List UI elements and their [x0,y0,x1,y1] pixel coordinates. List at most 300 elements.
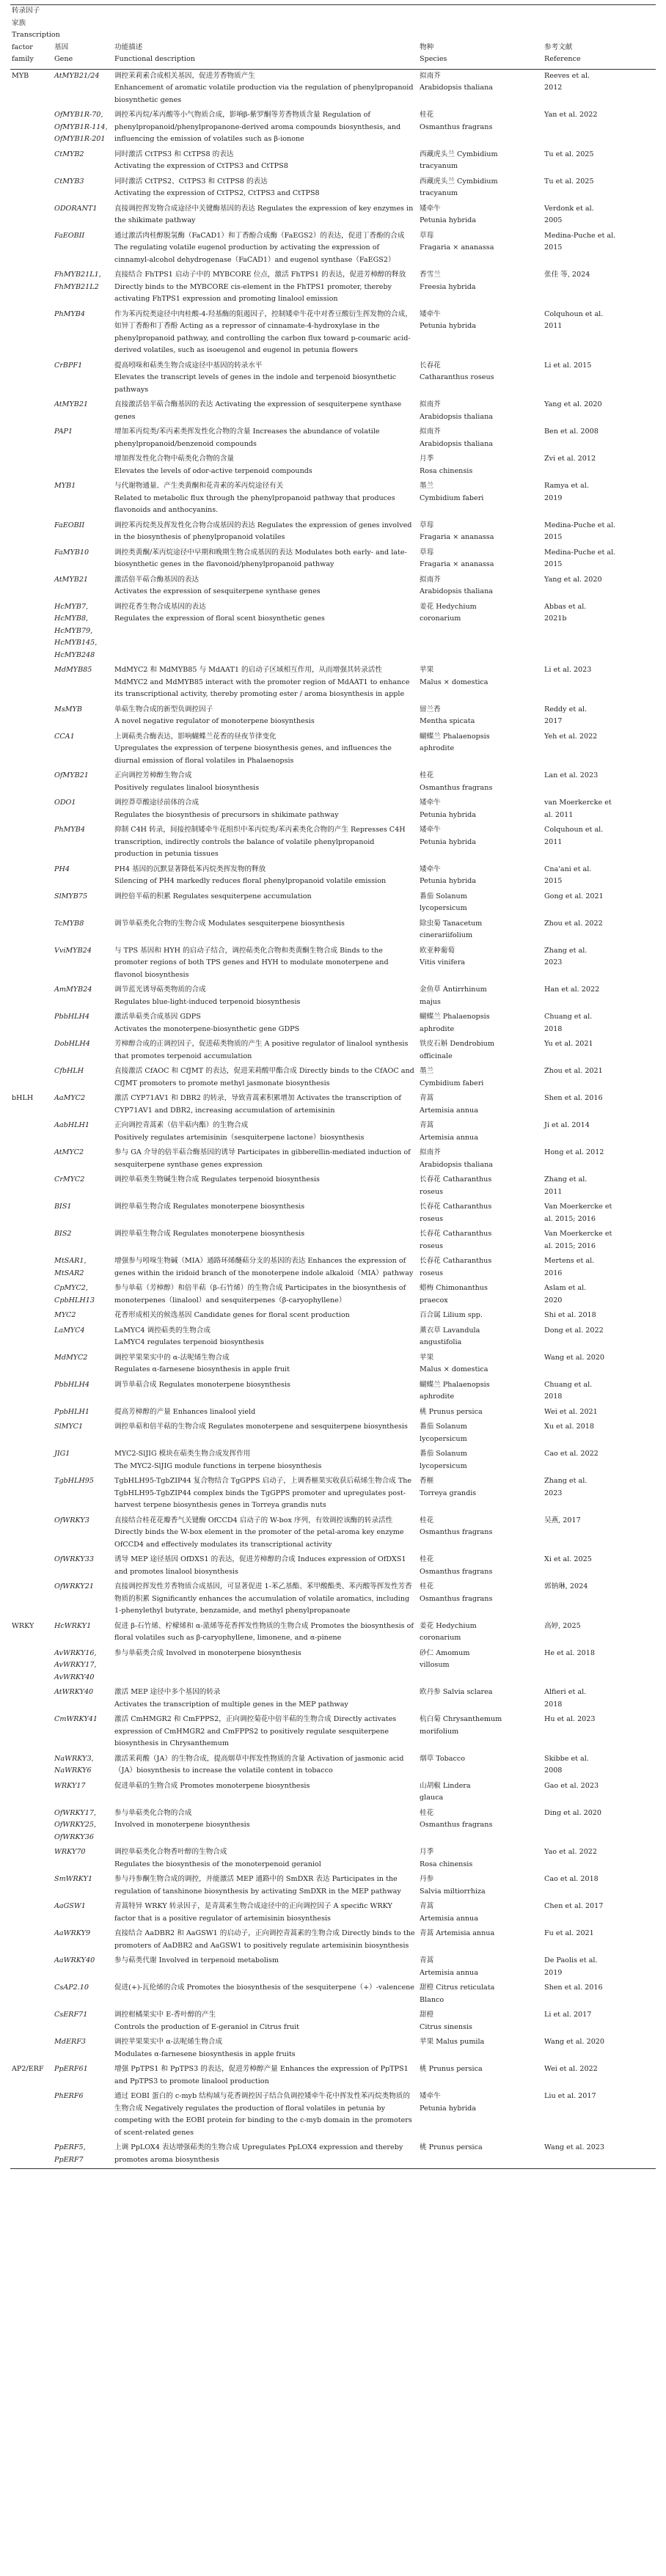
cell-function: 调控苯丙烷类及挥发性化合物合成基因的表达 Regulates the expression of genes involved in the biosynthesis of phenylpropanoid volatiles [114,521,412,541]
cell-gene: AaWRKY40 [54,1956,95,1964]
cell-family [10,1927,53,1954]
table-row [10,1807,656,1846]
cell-gene: AtWRKY40 [54,1688,94,1696]
table-row [10,1065,656,1092]
cell-function: 上调萜类合酶表达，影响蝴蝶兰花香的昼夜节律变化 Upregulates the expression of terpene biosynthesis genes, and influences the diurnal emission of floral volatiles in Phalaenopsis [114,732,392,765]
cell-reference: 郭钠琳, 2024 [544,1582,588,1590]
table-row [10,1282,656,1309]
table-row [10,1200,656,1228]
cell-function: 激活倍半萜合酶基因的表达 Activates the expression of sesquiterpene synthase genes [114,575,321,595]
table-row [10,308,656,359]
cell-reference: Ji et al. 2014 [544,1121,590,1129]
cell-species: 草莓 Fragaria × ananassa [420,548,494,568]
cell-gene: SlMYC1 [54,1423,84,1431]
cell-function: 激活 MEP 途径中多个基因的转录 Activates the transcription of multiple genes in the MEP pathway [114,1688,348,1709]
table-row [10,202,656,230]
cell-gene: MYB1 [54,482,76,490]
cell-gene: VviMYB24 [54,946,92,955]
table-row [10,425,656,452]
cell-gene: MdMYC2 [54,1353,88,1362]
cell-gene: AabHLH1 [54,1121,89,1129]
cell-species: 长春花 Catharanthus roseus [420,1230,492,1250]
table-row [10,1927,656,1954]
cell-reference: Medina-Puche et al. 2015 [544,231,616,252]
cell-species: 甜橙 Citrus reticulata Blanco [420,1984,495,2004]
table-row [10,1092,656,1119]
cell-function: 通过激活肉桂醇脱氢酶（FaCAD1）和丁香酚合成酶（FaEGS2）的表达，促进丁香酚的合成 The regulating volatile eugenol production by activating the expression of cinnamyl-alcohol dehydrogenase（FaCAD1）and eugenol synthase（FaEGS2） [114,231,405,264]
cell-species: 青蒿 Artemisia annua [420,1094,478,1115]
table-row [10,703,656,730]
cell-family [10,1686,53,1713]
cell-family [10,1255,53,1282]
table-row [10,268,656,308]
cell-species: 蝴蝶兰 Phalaenopsis aphrodite [420,1013,490,1033]
cell-reference: Zhang et al. 2023 [544,1477,588,1497]
table-row [10,890,656,917]
table-row [10,398,656,425]
cell-species: 月季 Rosa chinensis [420,455,473,475]
cell-gene: PpERF61 [54,2065,88,2073]
cell-species: 铁皮石斛 Dendrobium officinale [420,1040,494,1060]
cell-family: MYB [12,71,29,80]
table-row [10,1173,656,1200]
cell-gene: CrBPF1 [54,361,83,370]
cell-gene: ODORANT1 [54,204,98,213]
cell-family [10,1038,53,1065]
cell-species: 拟南芥 Arabidopsis thaliana [420,71,493,92]
cell-family [10,1713,53,1753]
table-row [10,796,656,823]
cell-gene: JIG1 [54,1450,70,1458]
cell-family [10,2090,53,2141]
cell-family [10,573,53,601]
cell-species: 草莓 Fragaria × ananassa [420,231,494,252]
cell-family [10,983,53,1010]
cell-species: 拟南芥 Arabidopsis thaliana [420,575,493,595]
cell-reference: Zhou et al. 2022 [544,919,603,928]
cell-family [10,1580,53,1620]
cell-species: 番茄 Solanum lycopersicum [420,1450,467,1470]
cell-species: 拟南芥 Arabidopsis thaliana [420,400,493,421]
table-row [10,1010,656,1038]
cell-function: 作为苯丙烷类途径中肉桂酸-4-羟基酶的阻遏因子，控制矮牵牛花中对香豆酸衍生挥发物的合成，如异丁香酚和丁香酚 Acting as a repressor of cinnamate-4-hydroxylase in the phenylpropanoid pathway, and controlling the carbon flux toward p-coumaric acid-derived volatiles, such as isoeugenol and eugenol in petunia flowers [114,309,412,354]
cell-reference: 吴燕, 2017 [544,1516,581,1524]
cell-gene: NaWRKY3, NaWRKY6 [54,1754,94,1775]
cell-function: 参与萜类代谢 Involved in terpenoid metabolism [114,1956,279,1964]
cell-reference: Colquhoun et al. 2011 [544,826,604,846]
cell-gene: PpERF5, PpERF7 [53,2141,113,2169]
table-row [10,2036,656,2063]
cell-gene: OfWRKY17, OfWRKY25, OfWRKY36 [54,1808,97,1841]
cell-gene: ODO1 [54,799,76,807]
cell-gene: CfbHLH [54,1067,84,1075]
cell-gene: AtMYC2 [54,1148,84,1156]
cell-reference: Cao et al. 2018 [544,1875,599,1883]
cell-family [10,2036,53,2063]
cell-gene: DobHLH4 [54,1040,90,1048]
cell-gene: MtSAR1, MtSAR2 [54,1257,87,1277]
cell-function: MdMYC2 和 MdMYB85 与 MdAAT1 的启动子区域相互作用，从而增强其转录活性 MdMYC2 and MdMYB85 interact with the promoter region of MdAAT1 to enhance its transcriptional activity, thereby promoting ester / aroma biosynthesis in apple [114,666,410,698]
cell-function: 促进单萜的生物合成 Promotes monoterpene biosynthesis [114,1781,310,1790]
cell-species: 蜡梅 Chimonanthus praecox [420,1284,488,1304]
cell-family [10,2141,53,2169]
table-row [10,230,656,269]
cell-reference: van Moerkercke et al. 2011 [544,799,612,819]
cell-reference: Hong et al. 2012 [544,1148,604,1156]
table-row [10,1647,656,1687]
cell-gene: OfMYB1R-70, OfMYB1R-114, OfMYB1R-201 [54,111,108,143]
table-row [10,1686,656,1713]
cell-family [10,1173,53,1200]
cell-function: 直接结合 FhTPS1 启动子中的 MYBCORE 位点，激活 FhTPS1 的表达，促进芳樟醇的释放 Directly binds to the MYBCORE cis-element in the FhTPS1 promoter, thereby activating FhTPS1 expression and promoting linalool emission [114,271,406,303]
cell-reference: He et al. 2018 [544,1648,595,1657]
cell-species: 青蒿 Artemisia annua [420,1121,478,1142]
cell-function: 调控花香生物合成基因的表达 Regulates the expression of floral scent biosynthetic genes [114,602,325,623]
cell-reference: Shen et al. 2016 [544,1984,603,1992]
cell-family [10,1065,53,1092]
cell-function: 调节蓝光诱导萜类物质的合成 Regulates blue-light-induced terpenoid biosynthesis [114,986,301,1006]
cell-family [10,1309,53,1324]
cell-reference: 张佳 等, 2024 [544,271,590,279]
cell-species: 长春花 Catharanthus roseus [420,361,494,381]
cell-function: 提高芳樟醇的产量 Enhances linalool yield [114,1407,256,1416]
table-row [10,1309,656,1324]
cell-function: 同时激活 CtTPS3 和 CtTPS8 的表达 Activating the expression of CtTPS3 and CtTPS8 [114,150,288,170]
table-row [10,1553,656,1580]
cell-reference: Reeves et al. 2012 [544,71,590,92]
cell-reference: Yan et al. 2022 [544,111,598,119]
cell-gene: AmMYB24 [54,986,92,994]
cell-function: 调控单萜生物合成 Regulates monoterpene biosynthesis [114,1230,305,1238]
cell-reference: Van Moerkercke et al. 2015; 2016 [544,1203,612,1223]
cell-gene: CmWRKY41 [54,1715,98,1723]
cell-species: 留兰香 Mentha spicata [420,705,475,725]
cell-gene: CCA1 [54,732,75,741]
header-reference: 参考文献 Reference [543,5,656,70]
cell-family [10,268,53,308]
cell-species: 杭白菊 Chrysanthemum morifolium [420,1715,502,1736]
cell-family [10,1406,53,1421]
table-row [10,1620,656,1647]
cell-family [10,1846,53,1873]
header-gene: 基因 Gene [53,5,113,70]
table-row [10,1846,656,1873]
cell-reference: Mertens et al. 2016 [544,1257,595,1277]
cell-function: 参与 GA 介导的倍半萜合酶基因的诱导 Participates in gibberellin-mediated induction of sesquiterpene synthase genes expression [114,1148,411,1169]
cell-function: 激活 CYP71AV1 和 DBR2 的转录，导致青蒿素积累增加 Activates the transcription of CYP71AV1 and DBR2, increasing accumulation of artemisinin [114,1094,401,1115]
table-row [10,175,656,202]
cell-family [10,1647,53,1687]
cell-function: 增强 PpTPS1 和 PpTPS3 的表达，促进芳樟醇产量 Enhances the expression of PpTPS1 and PpTPS3 to promote linalool production [114,2065,409,2085]
cell-species: 长春花 Catharanthus roseus [420,1203,492,1223]
table-row [10,1146,656,1173]
cell-species: 苹果 Malus × domestica [420,1353,488,1373]
cell-gene: WRKY17 [54,1781,86,1790]
cell-function: 调控单萜生物合成 Regulates monoterpene biosynthesis [114,1203,305,1211]
table-row [10,109,656,148]
cell-gene: PbbHLH4 [54,1380,89,1389]
table-row [10,546,656,573]
cell-function: 调控莽草酸途径前体的合成 Regulates the biosynthesis of precursors in shikimate pathway [114,799,339,819]
cell-reference: De Paolis et al. 2019 [544,1956,598,1977]
cell-gene: MdERF3 [54,2038,86,2046]
cell-family [10,2008,53,2036]
cell-family [10,308,53,359]
cell-gene: AaWRKY9 [54,1929,91,1937]
cell-reference: Van Moerkercke et al. 2015; 2016 [544,1230,612,1250]
cell-reference: Zhang et al. 2023 [544,946,588,966]
cell-gene: LaMYC4 [54,1326,85,1335]
table-row [10,944,656,984]
cell-gene: CtMYB3 [54,177,84,186]
cell-reference: Colquhoun et al. 2011 [544,309,604,330]
cell-species: 长春花 Catharanthus roseus [420,1175,492,1196]
cell-gene: OfWRKY33 [54,1555,94,1563]
cell-family [10,1228,53,1255]
cell-reference: Xu et al. 2018 [544,1423,594,1431]
cell-function: 参与单萜类化合物的合成 Involved in monoterpene biosynthesis [114,1808,250,1829]
cell-gene: AvWRKY16, AvWRKY17, AvWRKY40 [54,1648,97,1681]
cell-species: 青蒿 Artemisia annua [420,1902,478,1923]
cell-species: 金鱼草 Antirrhinum majus [420,986,487,1006]
cell-reference: Yu et al. 2021 [544,1040,593,1048]
cell-gene: PpbHLH1 [54,1407,89,1416]
cell-function: 诱导 MEP 途径基因 OfDXS1 的表达，促进芳樟醇的合成 Induces expression of OfDXS1 and promotes linalool biosynthesis [114,1555,406,1576]
cell-family [10,1981,53,2008]
cell-species: 桂花 Osmanthus fragrans [420,771,493,792]
cell-species: 矮牵牛 Petunia hybrida [420,826,477,846]
cell-reference: Wang et al. 2023 [543,2141,656,2169]
cell-gene: FaEOBII [54,521,85,529]
table-body [10,69,656,2169]
cell-gene: MsMYB [54,705,82,713]
table-row [10,769,656,796]
cell-family [10,519,53,546]
cell-function: 促进(+)-瓦伦烯的合成 Promotes the biosynthesis of the sesquiterpene（+）-valencene [114,1984,414,1992]
table-row [10,519,656,546]
cell-function: 调控柑橘果实中 E-香叶醇的产生 Controls the production of E-geraniol in Citrus fruit [114,2011,300,2031]
cell-family [10,823,53,863]
cell-function: 同时激活 CtTPS2、CtTPS3 和 CtTPS8 的表达 Activating the expression of CtTPS2, CtTPS3 and CtTPS8 [114,177,320,197]
cell-species: 苹果 Malus × domestica [420,666,488,686]
cell-reference: Li et al. 2017 [544,2011,592,2019]
cell-reference: Ding et al. 2020 [544,1808,602,1817]
cell-gene: TcMYB8 [54,919,84,928]
cell-gene: MdMYB85 [54,666,92,674]
cell-gene: HcWRKY1 [54,1621,92,1630]
cell-function: 直接结合 AaDBR2 和 AaGSW1 的启动子，正向调控青蒿素的生物合成 Directly binds to the promoters of AaDBR2 and AaGSW1 to positively regulate artemisinin biosynthesis [114,1929,415,1950]
cell-species: 姜花 Hedychium coronarium [420,1621,477,1642]
table-row [10,480,656,519]
cell-family [10,1146,53,1173]
cell-function: 调控单萜类生物碱生物合成 Regulates terpenoid biosynthesis [114,1175,320,1184]
cell-reference: Cao et al. 2022 [544,1450,599,1458]
cell-family [10,230,53,269]
cell-reference: Wei et al. 2021 [544,1407,598,1416]
cell-family [10,202,53,230]
cell-family [10,1010,53,1038]
cell-species: 薰衣草 Lavandula angustifolia [420,1326,480,1346]
cell-family [10,769,53,796]
cell-gene: WRKY70 [54,1848,86,1856]
cell-function: 调控单萜类化合物香叶醇的生物合成 Regulates the biosynthesis of the monoterpenoid geraniol [114,1848,321,1868]
cell-family [10,1807,53,1846]
cell-family [10,1753,53,1780]
cell-function: PH4 基因的沉默显著降低苯丙烷类挥发物的释放 Silencing of PH4 markedly reduces floral phenylpropanoid volatile emission [114,865,387,885]
cell-species: 香榧 Torreya grandis [420,1477,477,1497]
cell-function: 参与丹参酮生物合成的调控，并能激活 MEP 通路中的 SmDXR 表达 Participates in the regulation of tanshinone biosynthesis by activating SmDXR in the MEP pathway [114,1875,401,1896]
cell-gene: PbbHLH4 [54,1013,89,1021]
cell-gene: TgbHLH95 [54,1477,94,1485]
cell-function: 激活茉莉酸（JA）的生物合成，提高烟草中挥发性物质的含量 Activation of jasmonic acid（JA）biosynthesis to increase the volatile content in tobacco [114,1754,404,1775]
cell-family [10,1351,53,1379]
cell-species: 烟草 Tobacco [420,1754,466,1763]
cell-gene: FhMYB21L1, FhMYB21L2 [54,271,101,291]
cell-function: 激活 CmHMGR2 和 CmFPPS2，正向调控菊花中倍半萜的生物合成 Directly activates expression of CmHMGR2 and CmFPPS2 to positively regulate sesquiterpene biosynthesis in Chrysanthemum [114,1715,397,1747]
cell-function: 调控类黄酮/苯丙烷途径中早期和晚期生物合成基因的表达 Modulates both early- and late-biosynthetic genes in the flavonoid/phenylpropanoid pathway [114,548,407,568]
cell-function: 调节单萜类化合物的生物合成 Modulates sesquiterpene biosynthesis [114,919,345,928]
cell-reference: Liu et al. 2017 [544,2092,596,2100]
cell-gene: AtMYB21/24 [54,71,100,80]
cell-family [10,1514,53,1554]
table-row [10,1981,656,2008]
cell-family [10,1447,53,1475]
cell-species: 西藏虎头兰 Cymbidium tracyanum [420,177,498,197]
table-row [10,2008,656,2036]
cell-function: 直接调控挥发性芳香物质合成基因，可显著促进 1-苯乙基酯、苯甲酸酯类、苯丙酸等挥发性芳香物质的积累 Significantly enhances the accumulation of volatile aromatics, including 1-phenylethyl butyrate, benzamide, and methyl phenylpropanoate [114,1582,412,1615]
cell-gene: CtMYB2 [54,150,84,158]
cell-species: 欧亚种葡萄 Vitis vinifera [420,946,465,966]
cell-reference: Reddy et al. 2017 [544,705,588,725]
table-row [10,69,656,109]
table-row [10,1514,656,1554]
table-row [10,1954,656,1981]
cell-species: 草莓 Fragaria × ananassa [420,521,494,541]
cell-reference: Medina-Puche et al. 2015 [544,548,616,568]
table-row [10,2090,656,2141]
cell-family [10,1119,53,1146]
cell-gene [53,452,113,480]
cell-gene: CsERF71 [54,2011,88,2019]
cell-reference: Chuang et al. 2018 [544,1380,593,1401]
table-row [10,1038,656,1065]
cell-species: 长春花 Catharanthus roseus [420,1257,492,1277]
cell-species: 丹参 Salvia miltiorrhiza [420,1875,486,1896]
table-row [10,1379,656,1406]
table-row [10,148,656,175]
cell-species: 蝴蝶兰 Phalaenopsis aphrodite [420,1380,490,1401]
table-row [10,917,656,944]
cell-species: 矮牵牛 Petunia hybrida [420,309,477,330]
cell-reference: Fu et al. 2021 [544,1929,594,1937]
table-row [10,664,656,703]
cell-gene: HcMYB7, HcMYB8, HcMYB79, HcMYB145, HcMYB248 [54,602,98,659]
cell-family: AP2/ERF [12,2065,44,2073]
cell-gene: OfWRKY3 [54,1516,89,1524]
cell-family [10,796,53,823]
cell-reference: Aslam et al. 2020 [544,1284,587,1304]
cell-reference: Wang et al. 2020 [544,2038,605,2046]
cell-species: 拟南芥 Arabidopsis thaliana [420,428,493,448]
cell-gene: BIS2 [54,1230,72,1238]
cell-reference: Yang et al. 2020 [544,400,602,408]
cell-reference: Medina-Puche et al. 2015 [544,521,616,541]
cell-species: 苹果 Malus pumila [420,2038,485,2046]
table-row [10,1580,656,1620]
cell-function: MYC2-SlJIG 模块在萜类生物合成发挥作用 The MYC2-SlJIG module functions in terpene biosynthesis [114,1450,322,1470]
cell-family [10,917,53,944]
cell-reference: Chuang et al. 2018 [544,1013,593,1033]
cell-species: 青蒿 Artemisia annua [420,1956,478,1977]
cell-gene: PAP1 [54,428,73,436]
cell-gene: PhMYB4 [54,826,85,834]
cell-species: 矮牵牛 Petunia hybrida [420,865,477,885]
cell-reference: Hu et al. 2023 [544,1715,596,1723]
cell-family [10,1200,53,1228]
table-row [10,1255,656,1282]
cell-family [10,480,53,519]
cell-function: 直接调控挥发物合成途径中关键酶基因的表达 Regulates the expression of key enzymes in the shikimate pathway [114,204,414,224]
cell-species: 拟南芥 Arabidopsis thaliana [420,1148,493,1169]
cell-gene: MYC2 [54,1311,76,1319]
cell-family [10,863,53,890]
cell-reference: Zhang et al. 2011 [544,1175,588,1196]
cell-function: 与代谢物通量、产生类黄酮和花青素的苯丙烷途径有关 Related to metabolic flux through the phenylpropanoid pathway that produces flavonoids and anthocyanins. [114,482,395,514]
cell-function: 通过 EOBI 蛋白的 c-myb 结构域与花香调控因子结合负调控矮牵牛花中挥发性苯丙烷类物质的生物合成 Negatively regulates the production of floral volatiles in petunia by competing with the EOBI protein for binding to the c-myb domain in the promoters of scent-related genes [114,2092,412,2137]
cell-function: 参与单萜类合成 Involved in monoterpene biosynthesis [114,1648,301,1657]
cell-family [10,664,53,703]
cell-function: 增强参与吲哚生物碱（MIA）通路环烯醚萜分支的基因的表达 Enhances the expression of genes within the iridoid branch of the monoterpene indole alkaloid（MIA）pathway [114,1257,414,1277]
cell-function: 青蒿特异 WRKY 转录因子，是青蒿素生物合成途径中的正向调控因子 A specific WRKY factor that is a positive regulator of artemisinin biosynthesis [114,1902,392,1923]
table-header [10,5,656,70]
cell-function: 参与单萜（芳樟醇）和倍半萜（β-石竹烯）的生物合成 Participates in the biosynthesis of monoterpenes（linalool）and sesquiterpenes（β-caryophyllene） [114,1284,406,1304]
cell-family [10,1873,53,1900]
cell-reference: 高婷, 2025 [544,1621,581,1630]
cell-reference: Wei et al. 2022 [544,2065,598,2073]
table-row [10,601,656,664]
cell-species: 桃 Prunus persica [420,1407,483,1416]
cell-family [10,452,53,480]
cell-function: 与 TPS 基因和 HYH 的启动子结合，调控萜类化合物和类黄酮生物合成 Binds to the promoter regions of both TPS genes and HYH to modulate monoterpene and flavonol biosynthesis [114,946,389,979]
table-row [10,1324,656,1351]
cell-reference: Li et al. 2015 [544,361,592,370]
table-row [10,1900,656,1927]
cell-family: bHLH [12,1094,34,1102]
table-row [10,1420,656,1447]
cell-family [10,425,53,452]
table-row [10,573,656,601]
header-family: 转录因子 家族 Transcription factor family [10,5,53,70]
table-row [10,2141,656,2169]
table-row [10,863,656,890]
cell-species: 桂花 Osmanthus fragrans [420,1555,493,1576]
tf-table [10,4,656,2169]
cell-gene: OfWRKY21 [54,1582,94,1590]
cell-function: 提高吲哚和萜类生物合成途径中基因的转录水平 Elevates the transcript levels of genes in the indole and terpenoid biosynthetic pathways [114,361,397,394]
cell-reference: Shen et al. 2016 [544,1094,603,1102]
cell-function: TgbHLH95-TgbZIP44 复合物结合 TgGPPS 启动子，上调香榧果实收获后萜烯生物合成 The TgbHLH95-TgbZIP44 complex binds the TgGPPS promoter and upregulates post-harvest terpene biosynthesis genes in Torreya grandis nuts [114,1477,412,1509]
cell-reference: Tu et al. 2025 [544,150,594,158]
table-row [10,452,656,480]
cell-function: 增加苯丙烷类/苯丙素类挥发性化合物的含量 Increases the abundance of volatile phenylpropanoid/benzenoid compounds [114,428,380,448]
cell-gene: FaMYB10 [54,548,89,557]
cell-function: LaMYC4 调控萜类的生物合成 LaMYC4 regulates terpenoid biosynthesis [114,1326,264,1346]
cell-reference: Wang et al. 2020 [544,1353,605,1362]
cell-species: 矮牵牛 Petunia hybrida [420,204,477,224]
cell-function: 调控苯丙烷/苯丙酸等小气物质合成，影响β-紫罗酮等芳香物质含量 Regulation of phenylpropanoid/phenylpropanone-derived aroma compounds biosynthesis, and influencing the emission of volatiles such as β-ionone [114,111,401,143]
cell-function: 抑制 C4H 转录，间接控制矮牵牛花组织中苯丙烷类/苯丙素类化合物的产生 Represses C4H transcription, indirectly controls the balance of volatile phenylpropanoid production in petunia tissues [114,826,406,858]
cell-family [10,175,53,202]
